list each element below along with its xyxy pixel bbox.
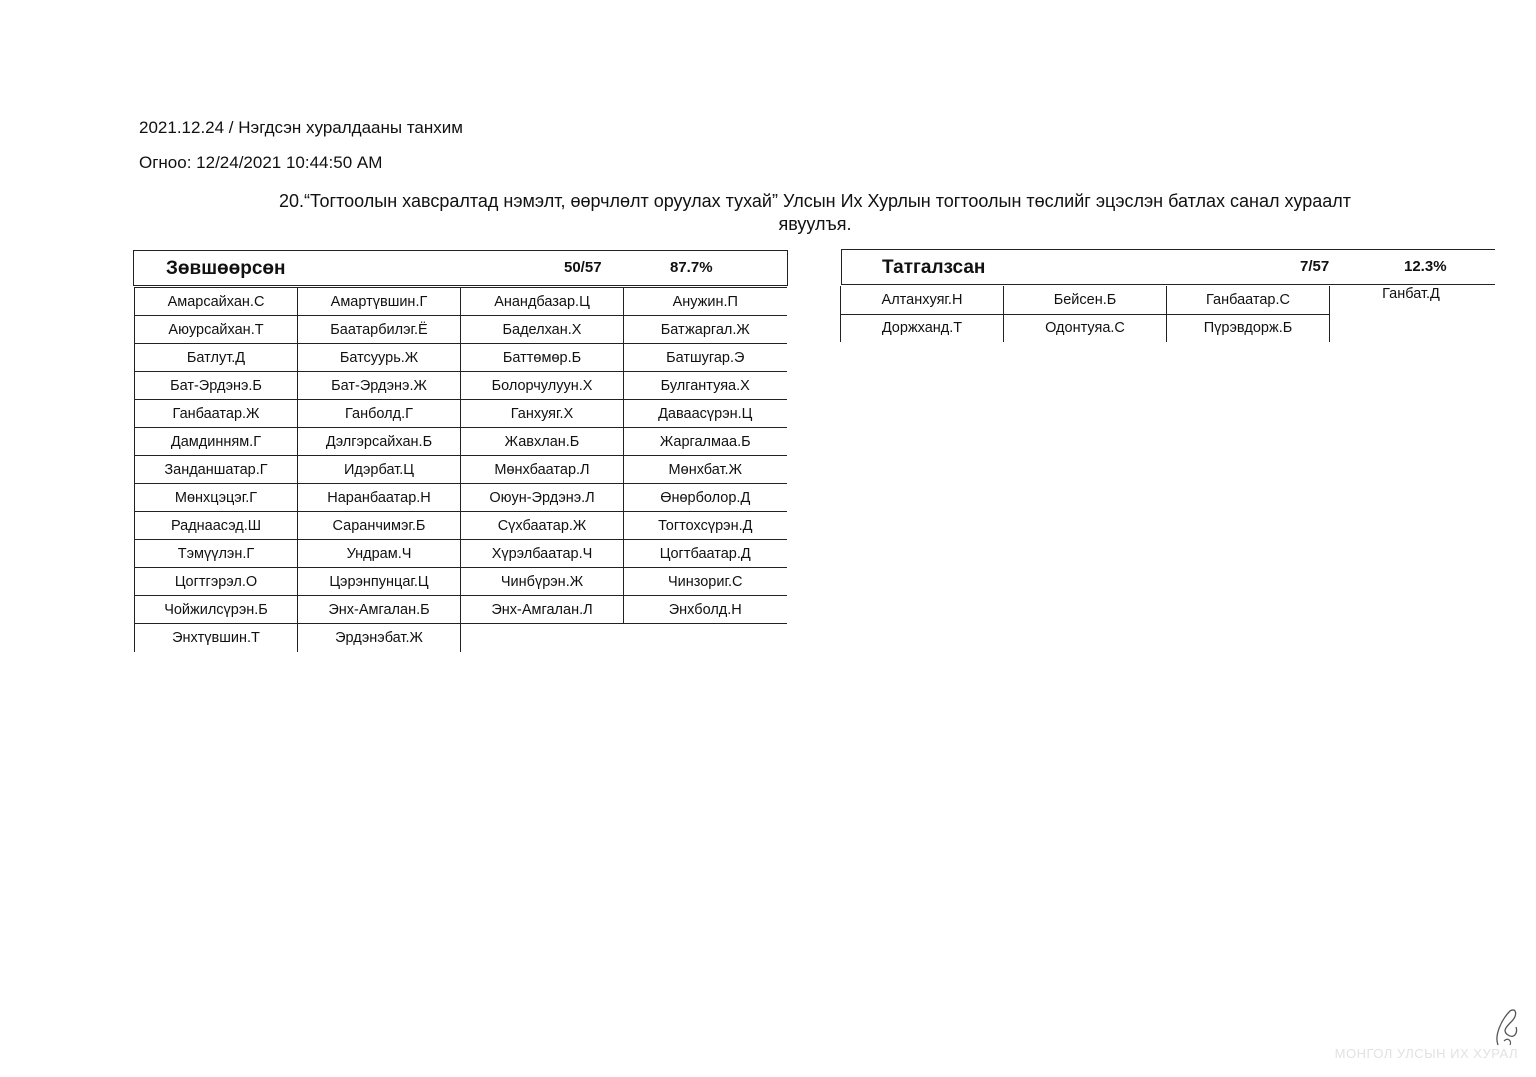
table-row — [135, 372, 787, 400]
approve-percent: 87.7% — [670, 259, 713, 276]
member-name-cell: Чинзориг.С — [624, 568, 787, 596]
member-name-cell: Батлут.Д — [135, 344, 298, 372]
member-name-cell: Энхтүвшин.Т — [135, 624, 298, 652]
member-name-cell: Баттөмөр.Б — [461, 344, 624, 372]
member-name-cell — [461, 624, 624, 652]
member-name-cell: Ундрам.Ч — [298, 540, 461, 568]
member-name-cell: Цогтбаатар.Д — [624, 540, 787, 568]
member-name-cell: Булгантуяа.Х — [624, 372, 787, 400]
member-name-cell: Доржханд.Т — [841, 314, 1004, 342]
approve-header — [133, 250, 788, 286]
member-name-cell: Алтанхуяг.Н — [841, 286, 1004, 314]
member-name-cell: Пүрэвдорж.Б — [1167, 314, 1330, 342]
member-name-cell: Оюун-Эрдэнэ.Л — [461, 484, 624, 512]
motion-line-1: 20.“Тогтоолын хавсралтад нэмэлт, өөрчлөлт оруулах тухай” Улсын Их Хурлын тогтоолын төслийг эцэслэн батлах санал хураалт — [278, 191, 1352, 211]
member-name-cell: Анужин.П — [624, 288, 787, 316]
member-name-cell: Ганбаатар.Ж — [135, 400, 298, 428]
member-name-cell: Занданшатар.Г — [135, 456, 298, 484]
watermark: МОНГОЛ УЛСЫН ИХ ХУРАЛ — [1334, 1046, 1518, 1061]
member-name-cell: Батжаргал.Ж — [624, 316, 787, 344]
table-row — [135, 568, 787, 596]
approve-title: Зөвшөөрсөн — [166, 258, 286, 279]
member-name-cell: Дэлгэрсайхан.Б — [298, 428, 461, 456]
member-name-cell: Баатарбилэг.Ё — [298, 316, 461, 344]
member-name-cell: Бейсен.Б — [1004, 286, 1167, 314]
motion-line-2: явуулъя. — [778, 214, 852, 234]
member-name-cell: Амарсайхан.С — [135, 288, 298, 316]
table-row — [135, 428, 787, 456]
table-row — [135, 316, 787, 344]
member-name-cell: Анандбазар.Ц — [461, 288, 624, 316]
member-name-cell: Аюурсайхан.Т — [135, 316, 298, 344]
reject-count: 7/57 — [1300, 258, 1330, 275]
table-row — [135, 344, 787, 372]
member-name-cell: Саранчимэг.Б — [298, 512, 461, 540]
member-name-cell: Чинбүрэн.Ж — [461, 568, 624, 596]
approve-members-table — [134, 287, 787, 652]
member-name-cell: Мөнхцэцэг.Г — [135, 484, 298, 512]
member-name-cell: Энхболд.Н — [624, 596, 787, 624]
table-row — [135, 512, 787, 540]
reject-members-table — [840, 286, 1493, 342]
table-row — [135, 484, 787, 512]
member-name-cell: Жаргалмаа.Б — [624, 428, 787, 456]
member-name-cell: Хүрэлбаатар.Ч — [461, 540, 624, 568]
member-name-cell: Цогтгэрэл.О — [135, 568, 298, 596]
reject-header — [841, 249, 1495, 285]
member-name-cell: Сүхбаатар.Ж — [461, 512, 624, 540]
table-row — [841, 314, 1493, 342]
member-name-cell: Мөнхбат.Ж — [624, 456, 787, 484]
member-name-cell: Баделхан.Х — [461, 316, 624, 344]
table-row — [841, 286, 1493, 314]
member-name-cell: Одонтуяа.С — [1004, 314, 1167, 342]
member-name-cell: Цэрэнпунцаг.Ц — [298, 568, 461, 596]
member-name-cell: Ганбаатар.С — [1167, 286, 1330, 314]
reject-percent: 12.3% — [1404, 258, 1447, 275]
member-name-cell: Энх-Амгалан.Л — [461, 596, 624, 624]
member-name-cell: Өнөрболор.Д — [624, 484, 787, 512]
table-row — [135, 400, 787, 428]
member-name-cell: Мөнхбаатар.Л — [461, 456, 624, 484]
member-name-cell: Идэрбат.Ц — [298, 456, 461, 484]
member-name-cell — [1330, 314, 1493, 342]
vote-timestamp: Огноо: 12/24/2021 10:44:50 AM — [139, 153, 383, 172]
table-row — [135, 288, 787, 316]
member-name-cell: Раднаасэд.Ш — [135, 512, 298, 540]
member-name-cell: Батшугар.Э — [624, 344, 787, 372]
member-name-cell: Чойжилсүрэн.Б — [135, 596, 298, 624]
table-row — [135, 624, 787, 652]
table-row — [135, 456, 787, 484]
member-name-cell: Бат-Эрдэнэ.Ж — [298, 372, 461, 400]
member-name-cell — [624, 624, 787, 652]
member-name-cell: Батсуурь.Ж — [298, 344, 461, 372]
session-date-line: 2021.12.24 / Нэгдсэн хуралдааны танхим — [139, 118, 463, 137]
member-name-cell: Болорчулуун.Х — [461, 372, 624, 400]
table-row — [135, 596, 787, 624]
member-name-cell: Даваасүрэн.Ц — [624, 400, 787, 428]
member-name-cell: Энх-Амгалан.Б — [298, 596, 461, 624]
member-name-cell: Ганбат.Д — [1382, 286, 1440, 302]
member-name-cell: Амартүвшин.Г — [298, 288, 461, 316]
member-name-cell: Тэмүүлэн.Г — [135, 540, 298, 568]
handwritten-signature — [1492, 1005, 1522, 1049]
member-name-cell: Тогтохсүрэн.Д — [624, 512, 787, 540]
member-name-cell: Бат-Эрдэнэ.Б — [135, 372, 298, 400]
member-name-cell: Дамдинням.Г — [135, 428, 298, 456]
member-name-cell: Наранбаатар.Н — [298, 484, 461, 512]
member-name-cell: Ганхуяг.Х — [461, 400, 624, 428]
table-row — [135, 540, 787, 568]
reject-title: Татгалзсан — [882, 257, 986, 278]
approve-count: 50/57 — [564, 259, 602, 276]
member-name-cell: Эрдэнэбат.Ж — [298, 624, 461, 652]
motion-text — [160, 190, 1470, 236]
member-name-cell: Жавхлан.Б — [461, 428, 624, 456]
member-name-cell: Ганболд.Г — [298, 400, 461, 428]
